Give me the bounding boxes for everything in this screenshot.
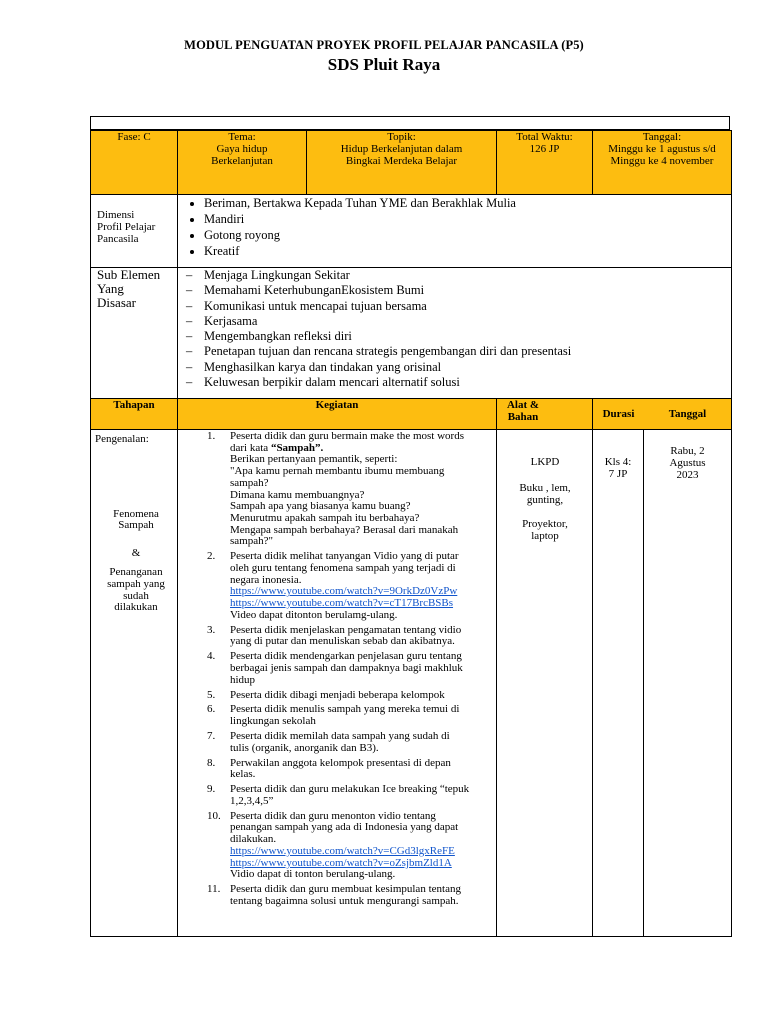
total-waktu-cell: Total Waktu: 126 JP <box>497 131 593 195</box>
list-item: – Penetapan tujuan dan rencana strategis pengembangan diri dan presentasi <box>178 344 731 359</box>
list-item: • Beriman, Bertakwa Kepada Tuhan YME dan Berakhlak Mulia <box>204 195 731 211</box>
list-item: – Memahami KeterhubunganEkosistem Bumi <box>178 283 731 298</box>
step-number: 9. <box>207 783 216 796</box>
step-text: sampah? <box>230 476 269 489</box>
list-item: • Mandiri <box>204 211 731 227</box>
durasi-header: Durasi <box>602 408 635 420</box>
alat-header: Alat & Bahan <box>497 399 593 430</box>
sub-elemen-label: Sub Elemen Yang Disasar <box>91 268 178 399</box>
tanggal-header: Tanggal <box>668 408 707 420</box>
step-text: Dimana kamu membuangnya? <box>230 488 365 501</box>
step-text: kelas. <box>230 768 256 781</box>
step-text: Peserta didik dan guru melakukan Ice breaking “tepuk <box>230 783 470 796</box>
step-text: tentang bagaimna solusi untuk mengurangi sampah. <box>230 894 459 907</box>
kegiatan-item <box>178 651 496 686</box>
fenomena-label: Fenomena Sampah <box>113 507 159 532</box>
kegiatan-item <box>178 784 496 807</box>
step-number: 4. <box>207 650 216 663</box>
step-text: Peserta didik dan guru menonton vidio tentang <box>230 809 436 822</box>
youtube-link[interactable]: https://www.youtube.com/watch?v=CGd3lgxReFE <box>230 844 455 857</box>
dimensi-list <box>178 195 731 259</box>
column-header-row <box>91 399 732 430</box>
step-number: 7. <box>207 730 216 742</box>
step-number: 3. <box>207 623 216 636</box>
step-text: penangan sampah yang ada di Indonesia yang dapat <box>230 821 459 834</box>
kegiatan-item <box>178 731 496 754</box>
kegiatan-item <box>178 704 496 727</box>
step-text: Perwakilan anggota kelompok presentasi di depan <box>230 756 451 769</box>
kegiatan-header: Kegiatan <box>178 399 497 430</box>
step-text: dari kata “Sampah”. <box>230 441 324 454</box>
step-text: dilakukan. <box>230 833 277 846</box>
step-text: 1,2,3,4,5” <box>230 794 274 807</box>
step-text: Vidio dapat di tonton berulang-ulang. <box>230 868 396 881</box>
penanganan-label: Penanganan sampah yang sudah dilakukan <box>107 566 165 614</box>
list-item: – Mengembangkan refleksi diri <box>178 329 731 344</box>
step-text: Sampah apa yang biasanya kamu buang? <box>230 500 411 513</box>
kegiatan-cell <box>178 430 497 937</box>
kegiatan-list <box>178 431 496 908</box>
step-text: Peserta didik menjelaskan pengamatan tentang vidio <box>230 623 462 636</box>
step-text: Peserta didik memilah data sampah yang sudah di <box>230 730 450 742</box>
dimensi-row <box>91 195 732 268</box>
tema-cell: Tema: Gaya hidup Berkelanjutan <box>178 131 307 195</box>
step-text: Mengapa sampah berbahaya? Berasal dari manakah <box>230 523 459 536</box>
sub-elemen-row <box>91 268 732 399</box>
tahapan-cell: Pengenalan: Fenomena Sampah & Penanganan sampah yang sudah dilakukan <box>91 430 178 937</box>
step-text: negara inonesia. <box>230 573 302 586</box>
school-name: SDS Pluit Raya <box>327 55 441 74</box>
step-text: yang di putar dan menuliskan sebab dan akibatnya. <box>230 635 455 648</box>
step-number: 5. <box>207 688 216 701</box>
step-number: 6. <box>207 703 216 716</box>
step-text: berbagai jenis sampah dan dampaknya bagi makhluk <box>230 661 463 674</box>
document-title: MODUL PENGUATAN PROYEK PROFIL PELAJAR PANCASILA (P5) <box>184 38 584 52</box>
step-number: 1. <box>207 430 216 442</box>
youtube-link[interactable]: https://www.youtube.com/watch?v=oZsjbmZld1A <box>230 856 452 869</box>
list-item: – Keluwesan berpikir dalam mencari alternatif solusi <box>178 375 731 390</box>
list-item: – Menjaga Lingkungan Sekitar <box>178 268 731 283</box>
topik-cell: Topik: Hidup Berkelanjutan dalam Bingkai Merdeka Belajar <box>307 131 497 195</box>
step-text: hidup <box>230 673 256 686</box>
kegiatan-item <box>178 690 496 702</box>
step-text: Peserta didik menulis sampah yang mereka temui di <box>230 703 460 716</box>
durasi-tanggal-header <box>593 399 732 430</box>
blank-top-row <box>90 116 730 130</box>
kegiatan-item <box>178 758 496 781</box>
kegiatan-item <box>178 811 496 881</box>
step-text: Peserta didik dibagi menjadi beberapa kelompok <box>230 688 445 701</box>
content-row <box>91 430 732 937</box>
step-number: 8. <box>207 756 216 769</box>
step-text: lingkungan sekolah <box>230 715 316 728</box>
tanggal-cell: Tanggal: Minggu ke 1 agustus s/d Minggu ke 4 november <box>593 131 732 195</box>
step-text: tulis (organik, anorganik dan B3). <box>230 741 379 754</box>
list-item: – Menghasilkan karya dan tindakan yang orisinal <box>178 360 731 375</box>
sub-elemen-list <box>178 268 731 390</box>
module-table <box>90 130 732 937</box>
kegiatan-item <box>178 625 496 648</box>
kegiatan-item <box>178 431 496 548</box>
tahapan-header: Tahapan <box>91 399 178 430</box>
durasi-tanggal-cell <box>593 430 732 937</box>
step-text: sampah?" <box>230 535 273 548</box>
step-text: Peserta didik mendengarkan penjelasan guru tentang <box>230 650 462 663</box>
list-item: – Kerjasama <box>178 314 731 329</box>
step-text: Video dapat ditonton berulamg-ulang. <box>230 608 398 621</box>
list-item: • Kreatif <box>204 243 731 259</box>
tanggal-value-cell: Rabu, 2 Agustus 2023 <box>669 445 706 481</box>
step-text: Menurutmu apakah sampah itu berbahaya? <box>230 511 420 524</box>
step-number: 11. <box>207 883 221 896</box>
step-text: oleh guru tentang fenomena sampah yang terjadi di <box>230 561 456 574</box>
step-number: 10. <box>207 809 221 822</box>
info-row <box>91 131 732 195</box>
dimensi-label: Dimensi Profil Pelajar Pancasila <box>91 195 178 268</box>
fase-cell: Fase: C <box>91 131 178 195</box>
dimensi-content <box>178 195 732 268</box>
sub-elemen-content <box>178 268 732 399</box>
list-item: – Komunikasi untuk mencapai tujuan bersama <box>178 299 731 314</box>
youtube-link[interactable]: https://www.youtube.com/watch?v=9OrkDz0VzPw <box>230 585 458 598</box>
step-number: 2. <box>207 550 216 563</box>
step-text: Peserta didik melihat tanyangan Vidio yang di putar <box>230 550 459 563</box>
step-text: Peserta didik dan guru membuat kesimpulan tentang <box>230 883 461 896</box>
step-text: "Apa kamu pernah membantu ibumu membuang <box>230 465 445 478</box>
list-item: • Gotong royong <box>204 227 731 243</box>
step-text: Berikan pertanyaan pemantik, seperti: <box>230 453 398 466</box>
alat-cell: LKPD Buku , lem, gunting, Proyektor, laptop <box>497 430 593 937</box>
youtube-link[interactable]: https://www.youtube.com/watch?v=cT17BrcBSBs <box>230 597 454 610</box>
durasi-cell: Kls 4: 7 JP <box>593 430 644 936</box>
kegiatan-item <box>178 551 496 621</box>
step-text: Peserta didik dan guru bermain make the most words <box>230 430 465 442</box>
kegiatan-item <box>178 884 496 907</box>
